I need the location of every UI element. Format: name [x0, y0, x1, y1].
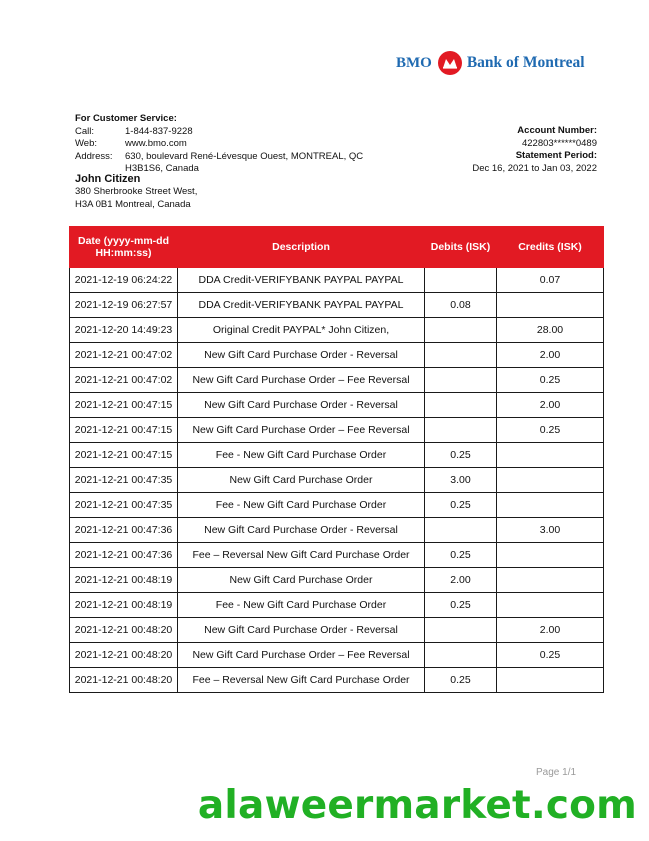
- cell-debit: [425, 643, 497, 668]
- cell-credit: [497, 593, 604, 618]
- cell-credit: [497, 468, 604, 493]
- cell-description: DDA Credit-VERIFYBANK PAYPAL PAYPAL: [178, 268, 425, 293]
- cell-description: Fee – Reversal New Gift Card Purchase Order: [178, 543, 425, 568]
- brand-name: Bank of Montreal: [466, 54, 585, 71]
- table-row: [70, 443, 604, 468]
- table-row: [70, 318, 604, 343]
- page-number: Page 1/1: [536, 767, 577, 778]
- cell-credit: 0.07: [497, 268, 604, 293]
- cell-credit: 0.25: [497, 643, 604, 668]
- cell-debit: 0.25: [425, 593, 497, 618]
- cell-date: 2021-12-21 00:47:35: [70, 493, 178, 518]
- cell-date: 2021-12-19 06:24:22: [70, 268, 178, 293]
- cell-description: New Gift Card Purchase Order: [178, 568, 425, 593]
- cell-date: 2021-12-20 14:49:23: [70, 318, 178, 343]
- cell-credit: [497, 443, 604, 468]
- table-row: [70, 268, 604, 293]
- cell-date: 2021-12-21 00:48:19: [70, 593, 178, 618]
- cell-date: 2021-12-21 00:47:02: [70, 343, 178, 368]
- table-row: [70, 393, 604, 418]
- table-row: [70, 643, 604, 668]
- customer-block: [75, 172, 197, 211]
- cell-description: New Gift Card Purchase Order – Fee Reversal: [178, 368, 425, 393]
- cell-credit: [497, 293, 604, 318]
- cell-description: Fee - New Gift Card Purchase Order: [178, 493, 425, 518]
- cell-description: New Gift Card Purchase Order – Fee Reversal: [178, 418, 425, 443]
- cell-description: New Gift Card Purchase Order - Reversal: [178, 618, 425, 643]
- cell-debit: [425, 368, 497, 393]
- table-row: [70, 493, 604, 518]
- table-header-row: [70, 227, 604, 268]
- cell-debit: 0.25: [425, 493, 497, 518]
- cell-description: New Gift Card Purchase Order – Fee Reversal: [178, 643, 425, 668]
- phone-number: 1-844-837-9228: [125, 125, 193, 137]
- cell-date: 2021-12-21 00:48:20: [70, 668, 178, 693]
- cell-debit: [425, 343, 497, 368]
- call-row: [75, 126, 395, 139]
- cell-credit: [497, 568, 604, 593]
- web-row: [75, 138, 395, 151]
- table-row: [70, 593, 604, 618]
- cell-description: DDA Credit-VERIFYBANK PAYPAL PAYPAL: [178, 293, 425, 318]
- web-label: Web:: [75, 138, 98, 149]
- cell-debit: [425, 618, 497, 643]
- watermark: alaweermarket.com: [197, 783, 637, 828]
- header-description: Description: [178, 227, 425, 268]
- cell-credit: [497, 493, 604, 518]
- customer-address-line2: H3A 0B1 Montreal, Canada: [75, 198, 191, 210]
- website: www.bmo.com: [125, 138, 187, 149]
- cell-date: 2021-12-21 00:47:36: [70, 543, 178, 568]
- customer-name: John Citizen: [75, 173, 141, 185]
- cell-debit: [425, 268, 497, 293]
- cell-credit: 0.25: [497, 368, 604, 393]
- cell-date: 2021-12-21 00:47:36: [70, 518, 178, 543]
- cell-date: 2021-12-21 00:47:35: [70, 468, 178, 493]
- cell-credit: 2.00: [497, 393, 604, 418]
- table-row: [70, 368, 604, 393]
- cell-credit: 28.00: [497, 318, 604, 343]
- cell-credit: [497, 668, 604, 693]
- cell-description: New Gift Card Purchase Order - Reversal: [178, 518, 425, 543]
- statement-period: Dec 16, 2021 to Jan 03, 2022: [472, 162, 597, 174]
- statement-period-label: Statement Period:: [515, 150, 597, 161]
- cell-description: New Gift Card Purchase Order: [178, 468, 425, 493]
- cell-credit: 0.25: [497, 418, 604, 443]
- cell-debit: 0.25: [425, 443, 497, 468]
- customer-service-block: [75, 113, 395, 176]
- account-block: [472, 125, 597, 175]
- table-row: [70, 618, 604, 643]
- customer-service-title: For Customer Service:: [75, 113, 177, 124]
- cell-date: 2021-12-21 00:47:02: [70, 368, 178, 393]
- cell-description: Fee – Reversal New Gift Card Purchase Order: [178, 668, 425, 693]
- address-label: Address:: [75, 150, 113, 162]
- address-line2: H3B1S6, Canada: [125, 163, 199, 174]
- cell-date: 2021-12-21 00:48:19: [70, 568, 178, 593]
- cell-credit: 3.00: [497, 518, 604, 543]
- cell-date: 2021-12-21 00:47:15: [70, 393, 178, 418]
- cell-debit: 3.00: [425, 468, 497, 493]
- table-row: [70, 568, 604, 593]
- header-date: Date (yyyy-mm-dd HH:mm:ss): [70, 227, 178, 268]
- cell-description: New Gift Card Purchase Order - Reversal: [178, 393, 425, 418]
- cell-date: 2021-12-21 00:47:15: [70, 418, 178, 443]
- table-row: [70, 418, 604, 443]
- cell-description: Original Credit PAYPAL* John Citizen,: [178, 318, 425, 343]
- customer-address-line1: 380 Sherbrooke Street West,: [75, 186, 198, 197]
- transactions-table: [69, 226, 604, 693]
- cell-credit: 2.00: [497, 343, 604, 368]
- address-line1: 630, boulevard René-Lévesque Ouest, MONTREAL, QC: [125, 150, 364, 162]
- table-row: [70, 468, 604, 493]
- table-row: [70, 668, 604, 693]
- cell-debit: 0.25: [425, 543, 497, 568]
- cell-debit: 2.00: [425, 568, 497, 593]
- cell-debit: 0.08: [425, 293, 497, 318]
- table-row: [70, 518, 604, 543]
- cell-date: 2021-12-21 00:48:20: [70, 643, 178, 668]
- cell-credit: [497, 543, 604, 568]
- header-credits: Credits (ISK): [497, 227, 604, 268]
- cell-debit: [425, 418, 497, 443]
- table-row: [70, 293, 604, 318]
- account-number: 422803******0489: [521, 137, 597, 149]
- cell-credit: 2.00: [497, 618, 604, 643]
- cell-debit: [425, 393, 497, 418]
- bmo-logo: [396, 49, 585, 77]
- brand-short: BMO: [396, 54, 432, 71]
- table-row: [70, 543, 604, 568]
- cell-description: Fee - New Gift Card Purchase Order: [178, 593, 425, 618]
- cell-date: 2021-12-21 00:48:20: [70, 618, 178, 643]
- bmo-roundel-icon: [438, 51, 462, 75]
- cell-date: 2021-12-21 00:47:15: [70, 443, 178, 468]
- cell-date: 2021-12-19 06:27:57: [70, 293, 178, 318]
- account-number-label: Account Number:: [517, 125, 597, 136]
- call-label: Call:: [75, 125, 95, 137]
- cell-debit: [425, 318, 497, 343]
- table-row: [70, 343, 604, 368]
- cell-description: Fee - New Gift Card Purchase Order: [178, 443, 425, 468]
- cell-description: New Gift Card Purchase Order - Reversal: [178, 343, 425, 368]
- cell-debit: [425, 518, 497, 543]
- cell-debit: 0.25: [425, 668, 497, 693]
- header-debits: Debits (ISK): [425, 227, 497, 268]
